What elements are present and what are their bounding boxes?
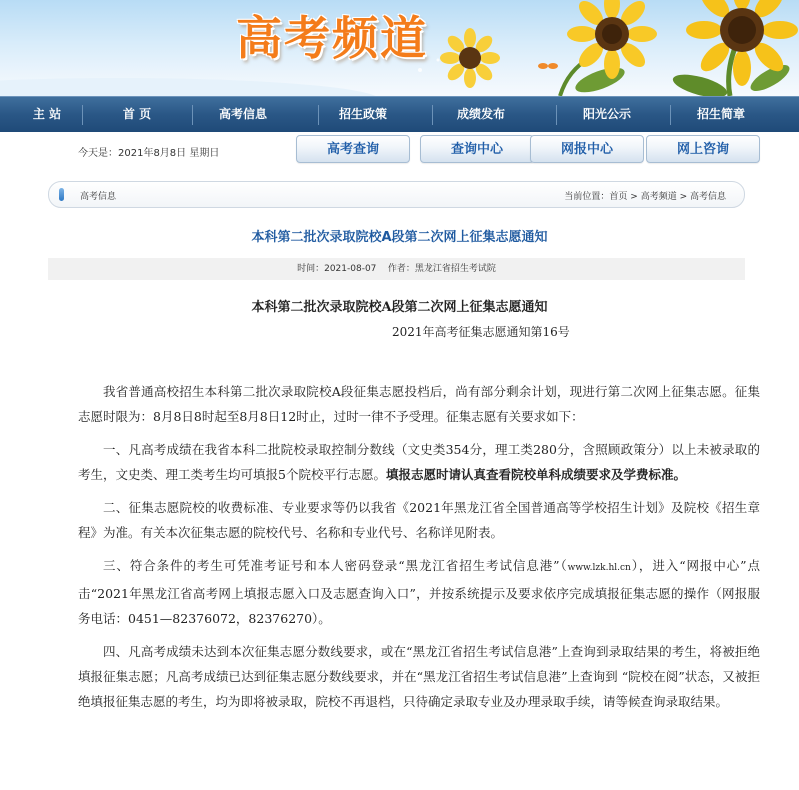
nav-separator: [556, 105, 557, 125]
paragraph-2: 二、征集志愿院校的收费标准、专业要求等仍以我省《2021年黑龙江省全国普通高等学校招生计划》及院校《招生章程》为准。有关本次征集志愿的院校代号、名称和专业代号、名称详见附表。: [78, 500, 760, 540]
nav-separator: [670, 105, 671, 125]
toolbar-row: [0, 132, 799, 180]
paragraph-intro: 我省普通高校招生本科第二批次录取院校A段征集志愿投档后，尚有部分剩余计划，现进行第二次网上征集志愿。征集志愿时限为：8月8日8时起至8月8日12时止，过时一律不予受理。征集志愿有关要求如下：: [78, 384, 760, 424]
breadcrumb-current-link[interactable]: 高考信息: [689, 192, 726, 202]
article-title: 本科第二批次录取院校A段第二次网上征集志愿通知: [251, 230, 548, 245]
breadcrumb-separator: >: [627, 192, 641, 202]
breadcrumb-path: [564, 189, 726, 202]
current-date: 今天是：2021年8月8日 星期日: [78, 148, 220, 159]
nav-item-score-release[interactable]: 成绩发布: [456, 107, 505, 121]
breadcrumb-home-link[interactable]: 首页: [609, 192, 628, 202]
breadcrumb-channel-link[interactable]: 高考频道: [640, 192, 677, 202]
breadcrumb-section: 高考信息: [80, 192, 117, 202]
breadcrumb-separator: >: [676, 192, 690, 202]
meta-author: 黑龙江省招生考试院: [414, 264, 496, 274]
paragraph-3: [78, 553, 760, 631]
query-center-button[interactable]: 查询中心: [420, 135, 534, 163]
paragraph-1-text: 一、凡高考成绩在我省本科二批院校录取控制分数线（文史类354分，理工类280分，含照顾政策分）以上未被录取的考生，文史类、理工类考生均可填报5个院校平行志愿。: [78, 442, 760, 482]
meta-author-label: 作者：: [387, 264, 415, 274]
article-content: [78, 379, 760, 722]
body-title: 本科第二批次录取院校A段第二次网上征集志愿通知: [251, 300, 548, 315]
paragraph-1: [78, 437, 760, 487]
nav-separator: [318, 105, 319, 125]
site-banner: [0, 0, 799, 96]
article-meta: [48, 258, 745, 280]
paragraph-3-text-b: ），进入“网报中心”点击“2021年黑龙江省高考网上填报志愿入口及志愿查询入口”，并按系统提示及要求依序完成填报征集志愿的操作（网报服务电话：0451—82376072，82376270）。: [78, 558, 760, 626]
paragraph-1-emphasis: 填报志愿时请认真查看院校单科成绩要求及学费标准。: [385, 467, 686, 482]
nav-item-public-notice[interactable]: 阳光公示: [582, 107, 631, 121]
notice-number: 2021年高考征集志愿通知第16号: [392, 325, 570, 339]
banner-title: 高考频道: [236, 11, 428, 65]
nav-separator: [432, 105, 433, 125]
main-nav: [0, 96, 799, 132]
paragraph-3-text-a: 三、符合条件的考生可凭准考证号和本人密码登录“黑龙江省招生考试信息港”（: [103, 558, 568, 573]
paragraph-4: 四、凡高考成绩未达到本次征集志愿分数线要求，或在“黑龙江省招生考试信息港”上查询到录取结果的考生，将被拒绝填报征集志愿；凡高考成绩已达到征集志愿分数线要求，并在“黑龙江省招生考试信息港”上查询到 “院校在阅”状态，又被拒绝填报征集志愿的考生，均为即将被录取，院校不再退档，只待确定录取专业及办理录取手续，请等候查询录取结果。: [78, 644, 760, 709]
nav-item-main-site[interactable]: 主 站: [32, 107, 62, 121]
online-application-button[interactable]: 网报中心: [530, 135, 644, 163]
gaokao-query-button[interactable]: 高考查询: [296, 135, 410, 163]
nav-item-home[interactable]: 首 页: [122, 107, 152, 121]
nav-item-enrollment-policy[interactable]: 招生政策: [338, 107, 387, 121]
nav-item-gaokao-info[interactable]: 高考信息: [218, 107, 267, 121]
nav-item-admission-guide[interactable]: 招生简章: [696, 107, 745, 121]
meta-time: 2021-08-07: [324, 264, 377, 274]
meta-time-label: 时间：: [297, 264, 325, 274]
nav-separator: [82, 105, 83, 125]
breadcrumb: [48, 181, 745, 208]
site-url-link[interactable]: www.lzk.hl.cn: [567, 563, 631, 573]
section-marker-icon: [59, 188, 64, 201]
online-consult-button[interactable]: 网上咨询: [646, 135, 760, 163]
breadcrumb-prefix: 当前位置：: [564, 192, 610, 202]
nav-separator: [192, 105, 193, 125]
